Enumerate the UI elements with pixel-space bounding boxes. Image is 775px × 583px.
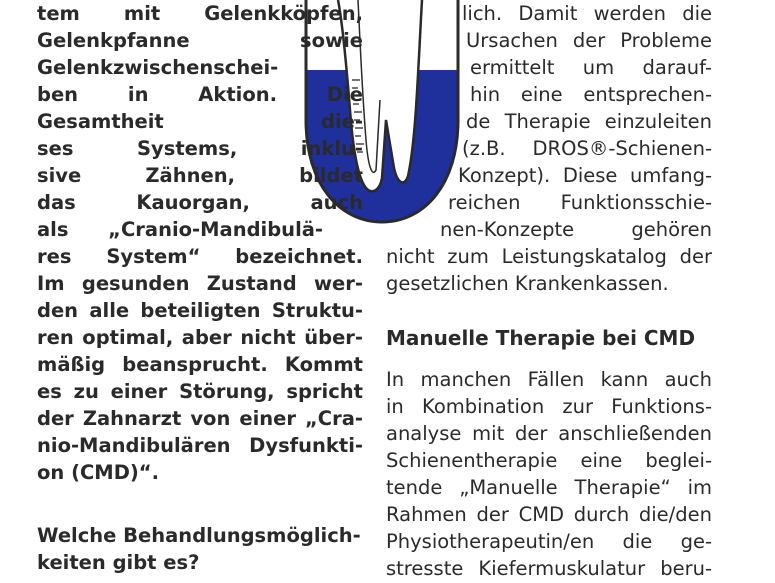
left-line-11: Im gesunden Zustand wer- (37, 272, 363, 295)
right-line-12: In manchen Fällen kann auch (386, 368, 712, 391)
left-line-18: on (CMD)“. (37, 461, 160, 484)
right-line-13: in Kombination zur Funktions- (386, 395, 712, 418)
right-line-5: de Therapie einzuleiten (466, 110, 712, 133)
left-line-10: res System“ bezeichnet. (37, 245, 363, 268)
right-line-3: ermittelt um darauf- (470, 56, 712, 79)
right-line-2: Ursachen der Probleme (466, 29, 712, 52)
left-line-13: ren optimal, aber nicht über- (37, 326, 363, 349)
right-line-11: gesetzlichen Krankenkassen. (386, 272, 669, 295)
right-line-1: lich. Damit werden die (462, 2, 712, 25)
section-heading-treatment-1: Welche Behandlungsmöglich- (37, 524, 361, 547)
left-line-5: Gesamtheit die- (37, 110, 363, 133)
right-line-15: Schienentherapie eine beglei- (386, 449, 712, 472)
left-line-7: sive Zähnen, bildet (37, 164, 363, 187)
right-line-4: hin eine entsprechen- (470, 83, 712, 106)
right-line-7: Konzept). Diese umfang- (458, 164, 712, 187)
right-line-10: nicht zum Leistungskatalog der (386, 245, 712, 268)
section-heading-manual-therapy: Manuelle Therapie bei CMD (386, 326, 696, 350)
right-line-18: Physiotherapeutin/en die ge- (386, 530, 712, 553)
section-heading-treatment-2: keiten gibt es? (37, 551, 200, 574)
left-line-9: als „Cranio-Mandibulä- (37, 218, 323, 241)
left-line-14: mäßig beansprucht. Kommt (37, 353, 363, 376)
right-line-17: Rahmen der CMD durch die/den (386, 503, 712, 526)
right-line-16: tende „Manuelle Therapie“ im (386, 476, 712, 499)
right-line-19: stresste Kiefermuskulatur beru- (386, 557, 712, 580)
left-line-3: Gelenkzwischenschei- (37, 56, 279, 79)
left-line-12: den alle beteiligten Struktu- (37, 299, 363, 322)
left-line-15: es zu einer Störung, spricht (37, 380, 363, 403)
left-line-17: nio-Mandibulären Dysfunkti- (37, 434, 363, 457)
right-line-14: analyse mit der anschließenden (386, 422, 712, 445)
left-line-8: das Kauorgan, auch (37, 191, 363, 214)
left-line-2: Gelenkpfanne sowie (37, 29, 363, 52)
right-line-6: (z.B. DROS®-Schienen- (462, 137, 712, 160)
left-line-16: der Zahnarzt von einer „Cra- (37, 407, 363, 430)
right-line-8: reichen Funktionsschie- (448, 191, 712, 214)
right-line-9: nen-Konzepte gehören (440, 218, 712, 241)
left-line-4: ben in Aktion. Die (37, 83, 363, 106)
left-line-1: tem mit Gelenkköpfen, (37, 2, 363, 25)
left-line-6: ses Systems, inklu- (37, 137, 363, 160)
